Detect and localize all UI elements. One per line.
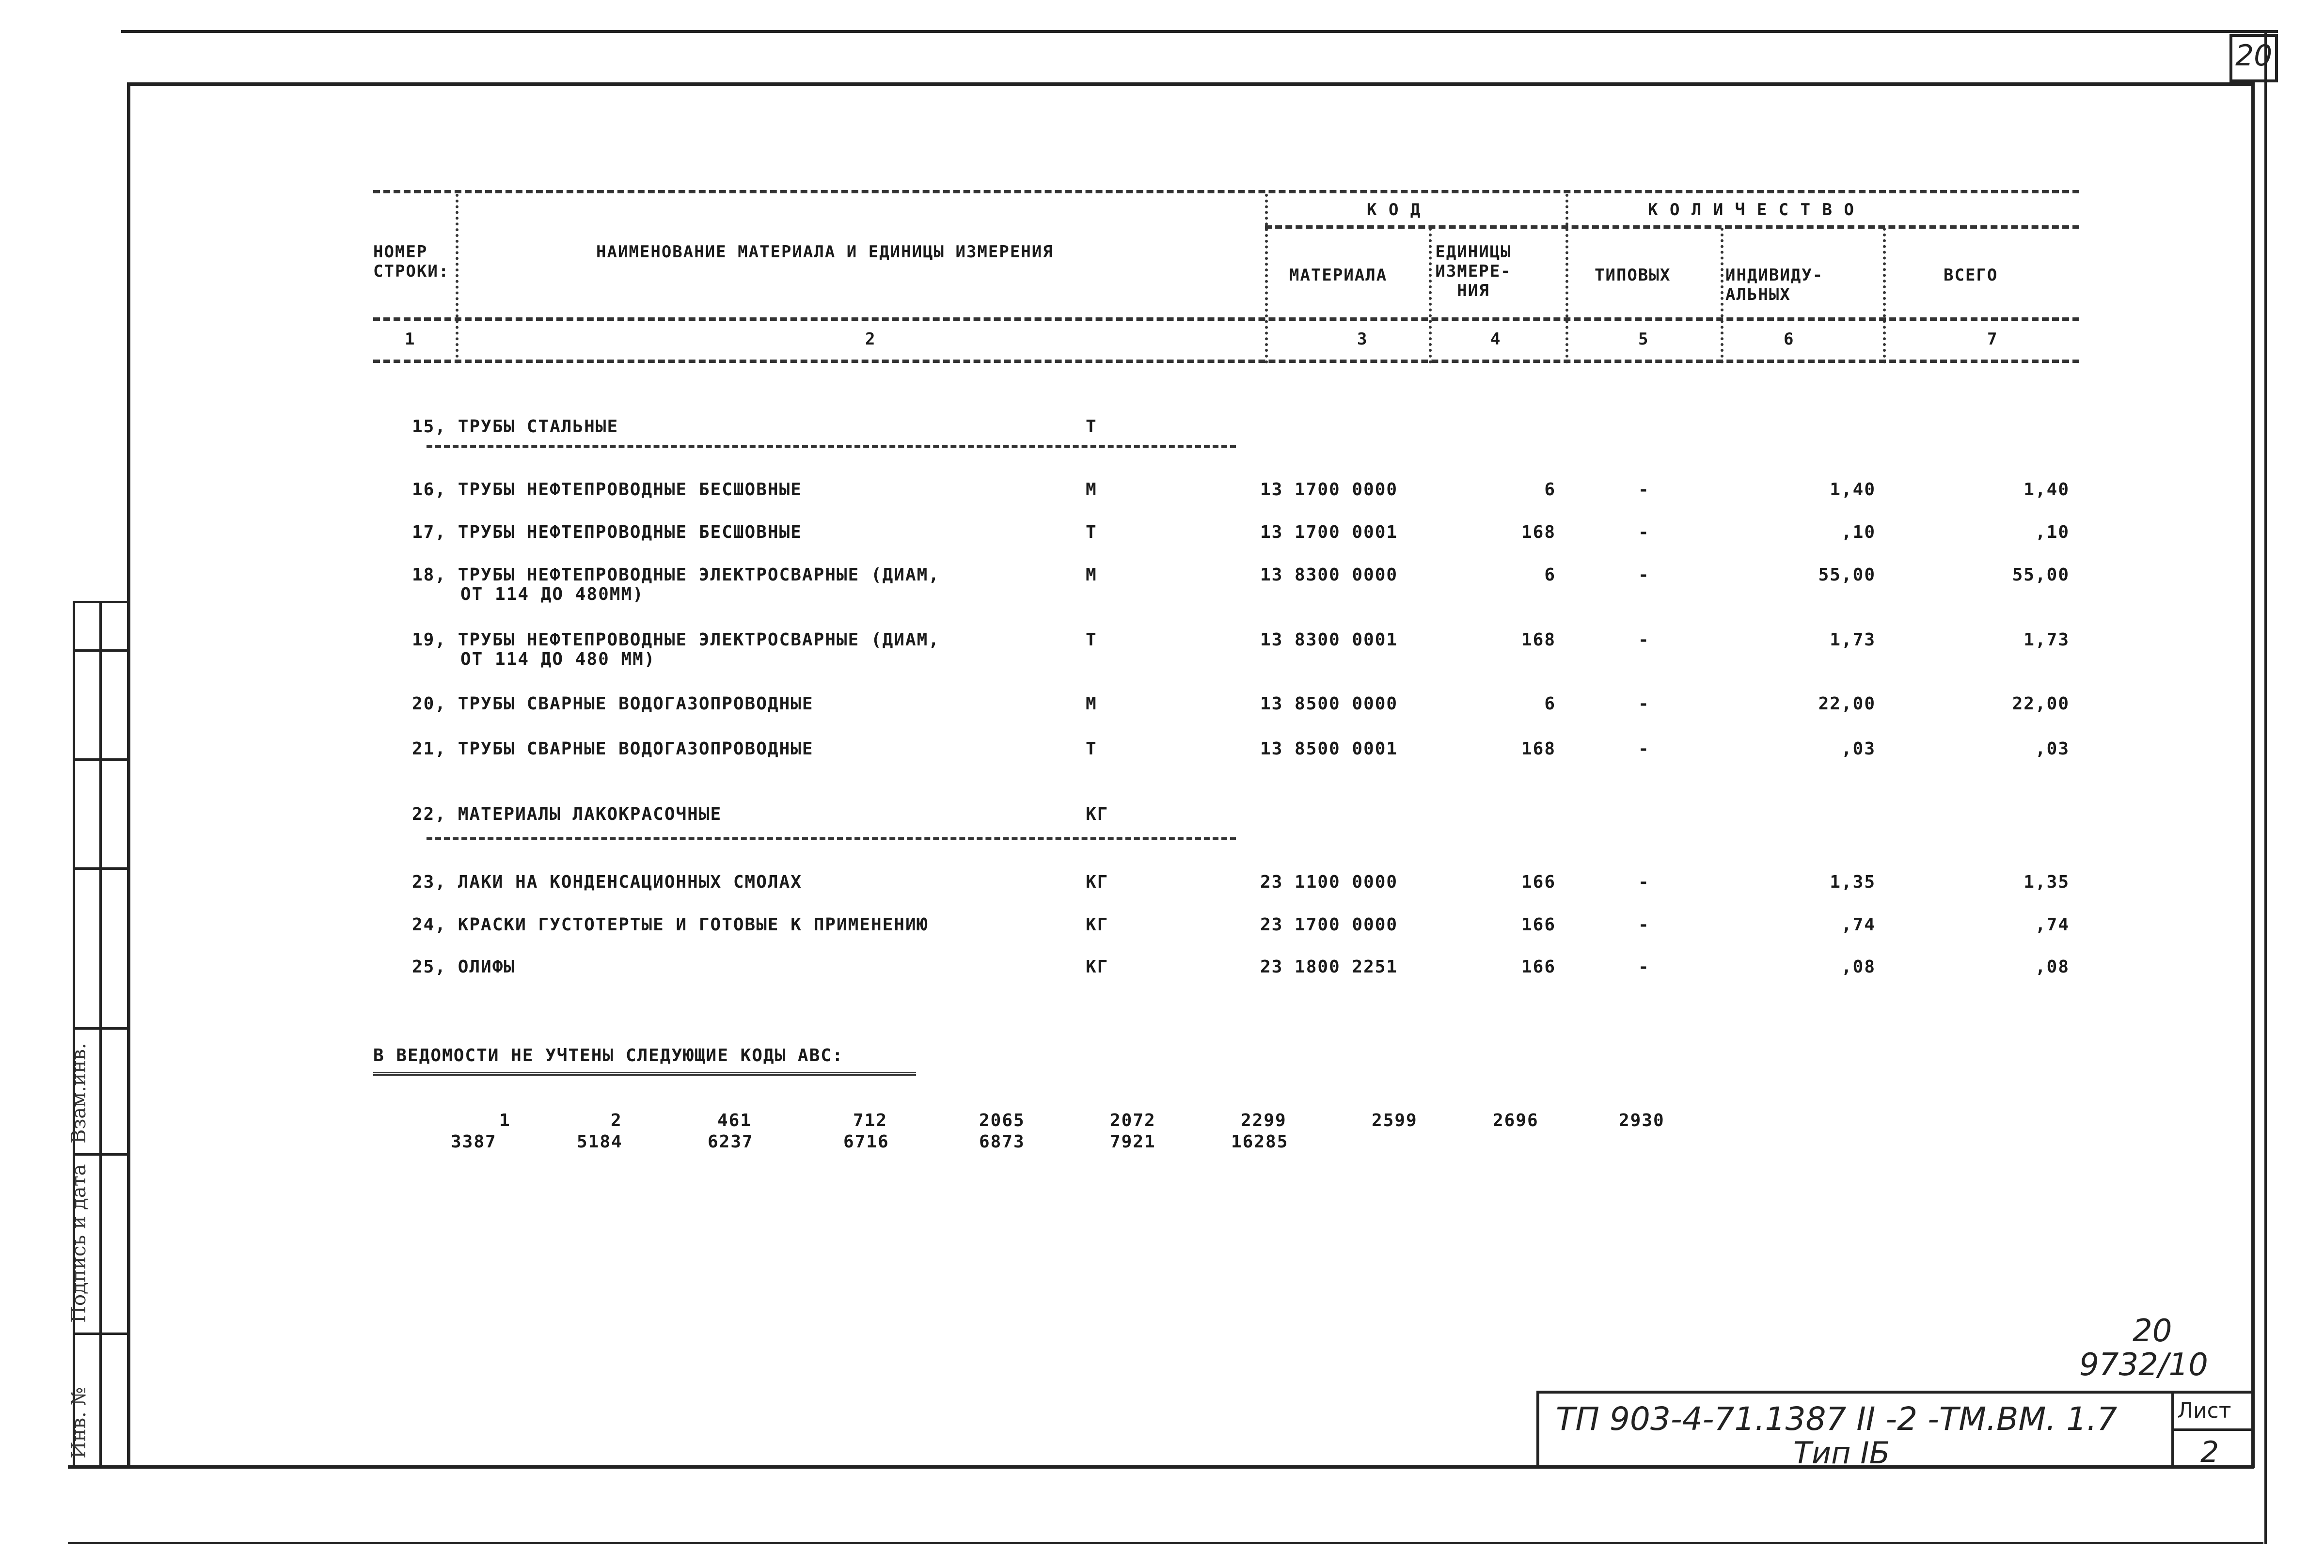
row-text: 25, ОЛИФЫ [412, 957, 516, 977]
row-ind: ,08 [1841, 957, 1876, 977]
row-ucode: 168 [1521, 630, 1556, 650]
header-line-code [1265, 225, 2079, 229]
col-number: 7 [1987, 329, 1998, 349]
row-ind: 1,73 [1830, 630, 1876, 650]
side-stamp-div [73, 1027, 128, 1030]
row-unit: М [1086, 694, 1097, 714]
title-block-top [1536, 1391, 2254, 1394]
designation: ТП 903-4-71.1387 II -2 -ТМ.ВМ. 1.7 [1556, 1400, 2118, 1438]
row-typ: - [1638, 630, 1650, 650]
row-code: 13 1700 0001 [1260, 522, 1398, 542]
header-material: МАТЕРИАЛА [1289, 266, 1388, 285]
row-unit: Т [1086, 417, 1097, 437]
row-text-continued: ОТ 114 ДО 480ММ) [460, 584, 644, 604]
row-typ: - [1638, 565, 1650, 585]
header-col-sep [1565, 194, 1568, 363]
row-ind: 1,40 [1830, 480, 1876, 500]
col-number: 3 [1357, 329, 1368, 349]
frame-top [127, 82, 2255, 86]
side-stamp-div [73, 758, 128, 761]
row-text: 18, ТРУБЫ НЕФТЕПРОВОДНЫЕ ЭЛЕКТРОСВАРНЫЕ (ДИАМ, [412, 565, 940, 585]
row-code: 13 8300 0000 [1260, 565, 1398, 585]
header-quantity: К О Л И Ч Е С Т В О [1648, 200, 1855, 220]
side-stamp-div [73, 1333, 128, 1335]
row-code: 23 1700 0000 [1260, 915, 1398, 935]
row-unit: КГ [1086, 957, 1109, 977]
note-underline [373, 1072, 916, 1076]
abc-code: 6873 [979, 1132, 1025, 1152]
header-individual: ИНДИВИДУ- АЛЬНЫХ [1725, 266, 1824, 304]
row-ind: 1,35 [1830, 872, 1876, 892]
frame-left [127, 82, 130, 1468]
col-number: 5 [1638, 329, 1649, 349]
row-total: ,08 [2035, 957, 2070, 977]
side-stamp-div [73, 1153, 128, 1156]
right-edge-line [2264, 30, 2267, 1544]
header-col-sep [1883, 228, 1886, 363]
row-ucode: 168 [1521, 739, 1556, 759]
row-text: 20, ТРУБЫ СВАРНЫЕ ВОДОГАЗОПРОВОДНЫЕ [412, 694, 814, 714]
row-text: 22, МАТЕРИАЛЫ ЛАКОКРАСОЧНЫЕ [412, 804, 722, 824]
row-ucode: 6 [1544, 694, 1556, 714]
row-text: 19, ТРУБЫ НЕФТЕПРОВОДНЫЕ ЭЛЕКТРОСВАРНЫЕ (ДИАМ, [412, 630, 940, 650]
row-code: 13 8300 0001 [1260, 630, 1398, 650]
note-text: В ВЕДОМОСТИ НЕ УЧТЕНЫ СЛЕДУЮЩИЕ КОДЫ АВС: [373, 1046, 844, 1066]
header-col-sep [1429, 228, 1432, 363]
row-ucode: 166 [1521, 957, 1556, 977]
header-col-sep [1265, 194, 1268, 363]
row-total: ,03 [2035, 739, 2070, 759]
side-stamp-mid [99, 601, 102, 1468]
side-stamp-top [73, 601, 128, 603]
abc-code: 712 [853, 1111, 888, 1130]
row-text: 17, ТРУБЫ НЕФТЕПРОВОДНЫЕ БЕСШОВНЫЕ [412, 522, 802, 542]
row-ind: ,74 [1841, 915, 1876, 935]
frame-right [2251, 82, 2255, 1468]
row-text-continued: ОТ 114 ДО 480 ММ) [460, 649, 656, 669]
row-text: 24, КРАСКИ ГУСТОТЕРТЫЕ И ГОТОВЫЕ К ПРИМЕНЕНИЮ [412, 915, 929, 935]
header-typical: ТИПОВЫХ [1595, 266, 1671, 285]
side-stamp-label: Взам.инв. [68, 1043, 90, 1144]
side-stamp-label: Подпись и дата [68, 1164, 90, 1323]
abc-code: 2930 [1619, 1111, 1665, 1130]
abc-code: 16285 [1231, 1132, 1289, 1152]
abc-code: 2599 [1372, 1111, 1418, 1130]
title-block-sheet-div [2171, 1428, 2254, 1431]
header-total: ВСЕГО [1944, 266, 1998, 285]
row-unit: М [1086, 565, 1097, 585]
header-line-mid [373, 317, 2079, 321]
header-col-sep [1721, 228, 1723, 363]
row-unit: М [1086, 480, 1097, 500]
row-code: 23 1800 2251 [1260, 957, 1398, 977]
row-text: 15, ТРУБЫ СТАЛЬНЫЕ [412, 417, 619, 437]
sheet-number: 2 [2200, 1435, 2219, 1469]
abc-code: 2065 [979, 1111, 1025, 1130]
row-typ: - [1638, 957, 1650, 977]
row-text: 16, ТРУБЫ НЕФТЕПРОВОДНЫЕ БЕСШОВНЫЕ [412, 480, 802, 500]
row-total: 1,73 [2024, 630, 2070, 650]
row-text: 21, ТРУБЫ СВАРНЫЕ ВОДОГАЗОПРОВОДНЫЕ [412, 739, 814, 759]
header-line-top [373, 190, 2079, 193]
side-stamp-div [73, 649, 128, 652]
section-underline [427, 445, 1236, 448]
abc-code: 3387 [451, 1132, 497, 1152]
row-total: 1,40 [2024, 480, 2070, 500]
row-code: 23 1100 0000 [1260, 872, 1398, 892]
section-underline [427, 837, 1236, 840]
col-number: 4 [1490, 329, 1502, 349]
row-unit: КГ [1086, 804, 1109, 824]
abc-code: 6716 [843, 1132, 889, 1152]
page-number: 20 [2235, 39, 2273, 73]
row-total: ,74 [2035, 915, 2070, 935]
header-col-sep [456, 194, 458, 363]
abc-code: 2299 [1241, 1111, 1287, 1130]
abc-code: 2072 [1110, 1111, 1156, 1130]
stamp-number-top: 20 [2133, 1313, 2172, 1349]
abc-code: 2 [611, 1111, 622, 1130]
col-number: 2 [865, 329, 876, 349]
row-unit: Т [1086, 630, 1097, 650]
row-ucode: 166 [1521, 915, 1556, 935]
row-typ: - [1638, 739, 1650, 759]
side-stamp-left [73, 601, 75, 1468]
row-unit: КГ [1086, 915, 1109, 935]
side-stamp-div [73, 867, 128, 870]
row-total: ,10 [2035, 522, 2070, 542]
row-code: 13 1700 0000 [1260, 480, 1398, 500]
row-ind: 22,00 [1818, 694, 1876, 714]
abc-code: 2696 [1493, 1111, 1539, 1130]
type-label: Тип IБ [1793, 1435, 1890, 1471]
abc-code: 7921 [1110, 1132, 1156, 1152]
row-ucode: 168 [1521, 522, 1556, 542]
header-name: НАИМЕНОВАНИЕ МАТЕРИАЛА И ЕДИНИЦЫ ИЗМЕРЕНИЯ [596, 242, 1054, 262]
header-unit: ЕДИНИЦЫ ИЗМЕРЕ- НИЯ [1435, 242, 1512, 300]
row-total: 1,35 [2024, 872, 2070, 892]
side-stamp-label: Инв. № [68, 1387, 90, 1458]
row-ucode: 6 [1544, 480, 1556, 500]
frame-bottom [68, 1465, 2254, 1469]
abc-code: 6237 [708, 1132, 754, 1152]
title-block-left [1536, 1391, 1539, 1468]
row-code: 13 8500 0000 [1260, 694, 1398, 714]
row-text: 23, ЛАКИ НА КОНДЕНСАЦИОННЫХ СМОЛАХ [412, 872, 802, 892]
row-code: 13 8500 0001 [1260, 739, 1398, 759]
row-unit: КГ [1086, 872, 1109, 892]
row-typ: - [1638, 480, 1650, 500]
row-unit: Т [1086, 739, 1097, 759]
abc-code: 461 [717, 1111, 752, 1130]
row-unit: Т [1086, 522, 1097, 542]
abc-code: 1 [499, 1111, 511, 1130]
row-ucode: 166 [1521, 872, 1556, 892]
col-number: 1 [405, 329, 416, 349]
row-ind: ,03 [1841, 739, 1876, 759]
row-typ: - [1638, 915, 1650, 935]
col-number: 6 [1784, 329, 1795, 349]
bottom-edge-line [68, 1542, 2263, 1544]
row-typ: - [1638, 694, 1650, 714]
row-total: 22,00 [2012, 694, 2070, 714]
top-edge-line [121, 30, 2278, 33]
abc-code: 5184 [577, 1132, 623, 1152]
header-code: К О Д [1367, 200, 1422, 220]
header-row-number: НОМЕР СТРОКИ: [373, 242, 450, 281]
row-ucode: 6 [1544, 565, 1556, 585]
header-line-bottom [373, 360, 2079, 363]
stamp-number-bottom: 9732/10 [2079, 1347, 2208, 1383]
row-typ: - [1638, 872, 1650, 892]
row-ind: 55,00 [1818, 565, 1876, 585]
row-ind: ,10 [1841, 522, 1876, 542]
row-total: 55,00 [2012, 565, 2070, 585]
row-typ: - [1638, 522, 1650, 542]
sheet-label: Лист [2177, 1398, 2231, 1423]
